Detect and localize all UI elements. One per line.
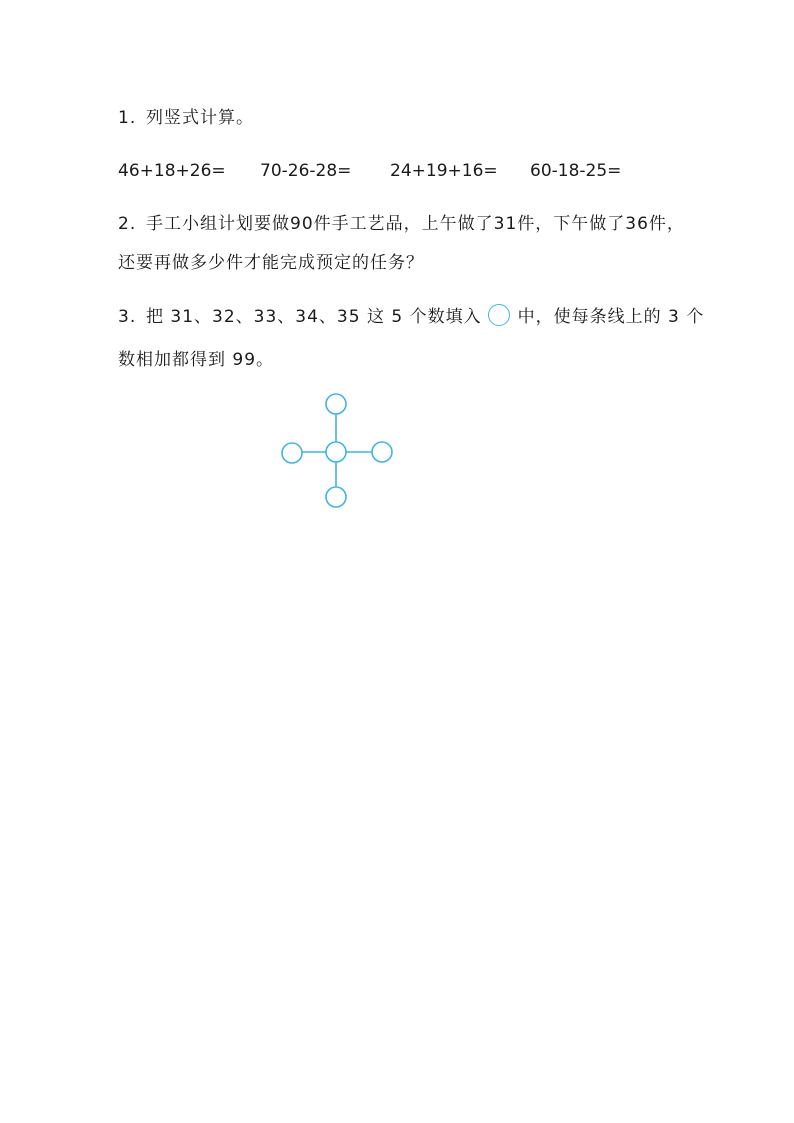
cross-circle-diagram [278, 390, 402, 514]
question-3-line-2: 数相加都得到 99。 [118, 350, 275, 370]
circle-left[interactable] [282, 443, 302, 463]
question-3-text-before: 把 31、32、33、34、35 这 5 个数填入 [146, 307, 482, 327]
expression-3: 24+19+16= [390, 161, 498, 181]
question-2-text-1: 手工小组计划要做90件手工艺品，上午做了31件，下午做了36件， [146, 214, 685, 234]
expression-4: 60-18-25= [530, 161, 622, 181]
circle-bottom[interactable] [326, 487, 346, 507]
question-2-line-1 [118, 212, 685, 236]
question-3-text-after: 中，使每条线上的 3 个 [517, 307, 705, 327]
question-3-number: 3. [118, 307, 137, 327]
question-1-number: 1. [118, 108, 137, 128]
question-2-line-2: 还要再做多少件才能完成预定的任务？ [118, 253, 424, 273]
question-2-number: 2. [118, 214, 137, 234]
circle-center[interactable] [326, 442, 346, 462]
question-3-line-1 [118, 305, 704, 329]
inline-circle-icon [488, 304, 510, 326]
question-1 [118, 106, 254, 130]
expression-2: 70-26-28= [260, 161, 352, 181]
circle-top[interactable] [326, 394, 346, 414]
circle-right[interactable] [372, 442, 392, 462]
question-1-text: 列竖式计算。 [146, 108, 254, 128]
expression-1: 46+18+26= [118, 161, 226, 181]
